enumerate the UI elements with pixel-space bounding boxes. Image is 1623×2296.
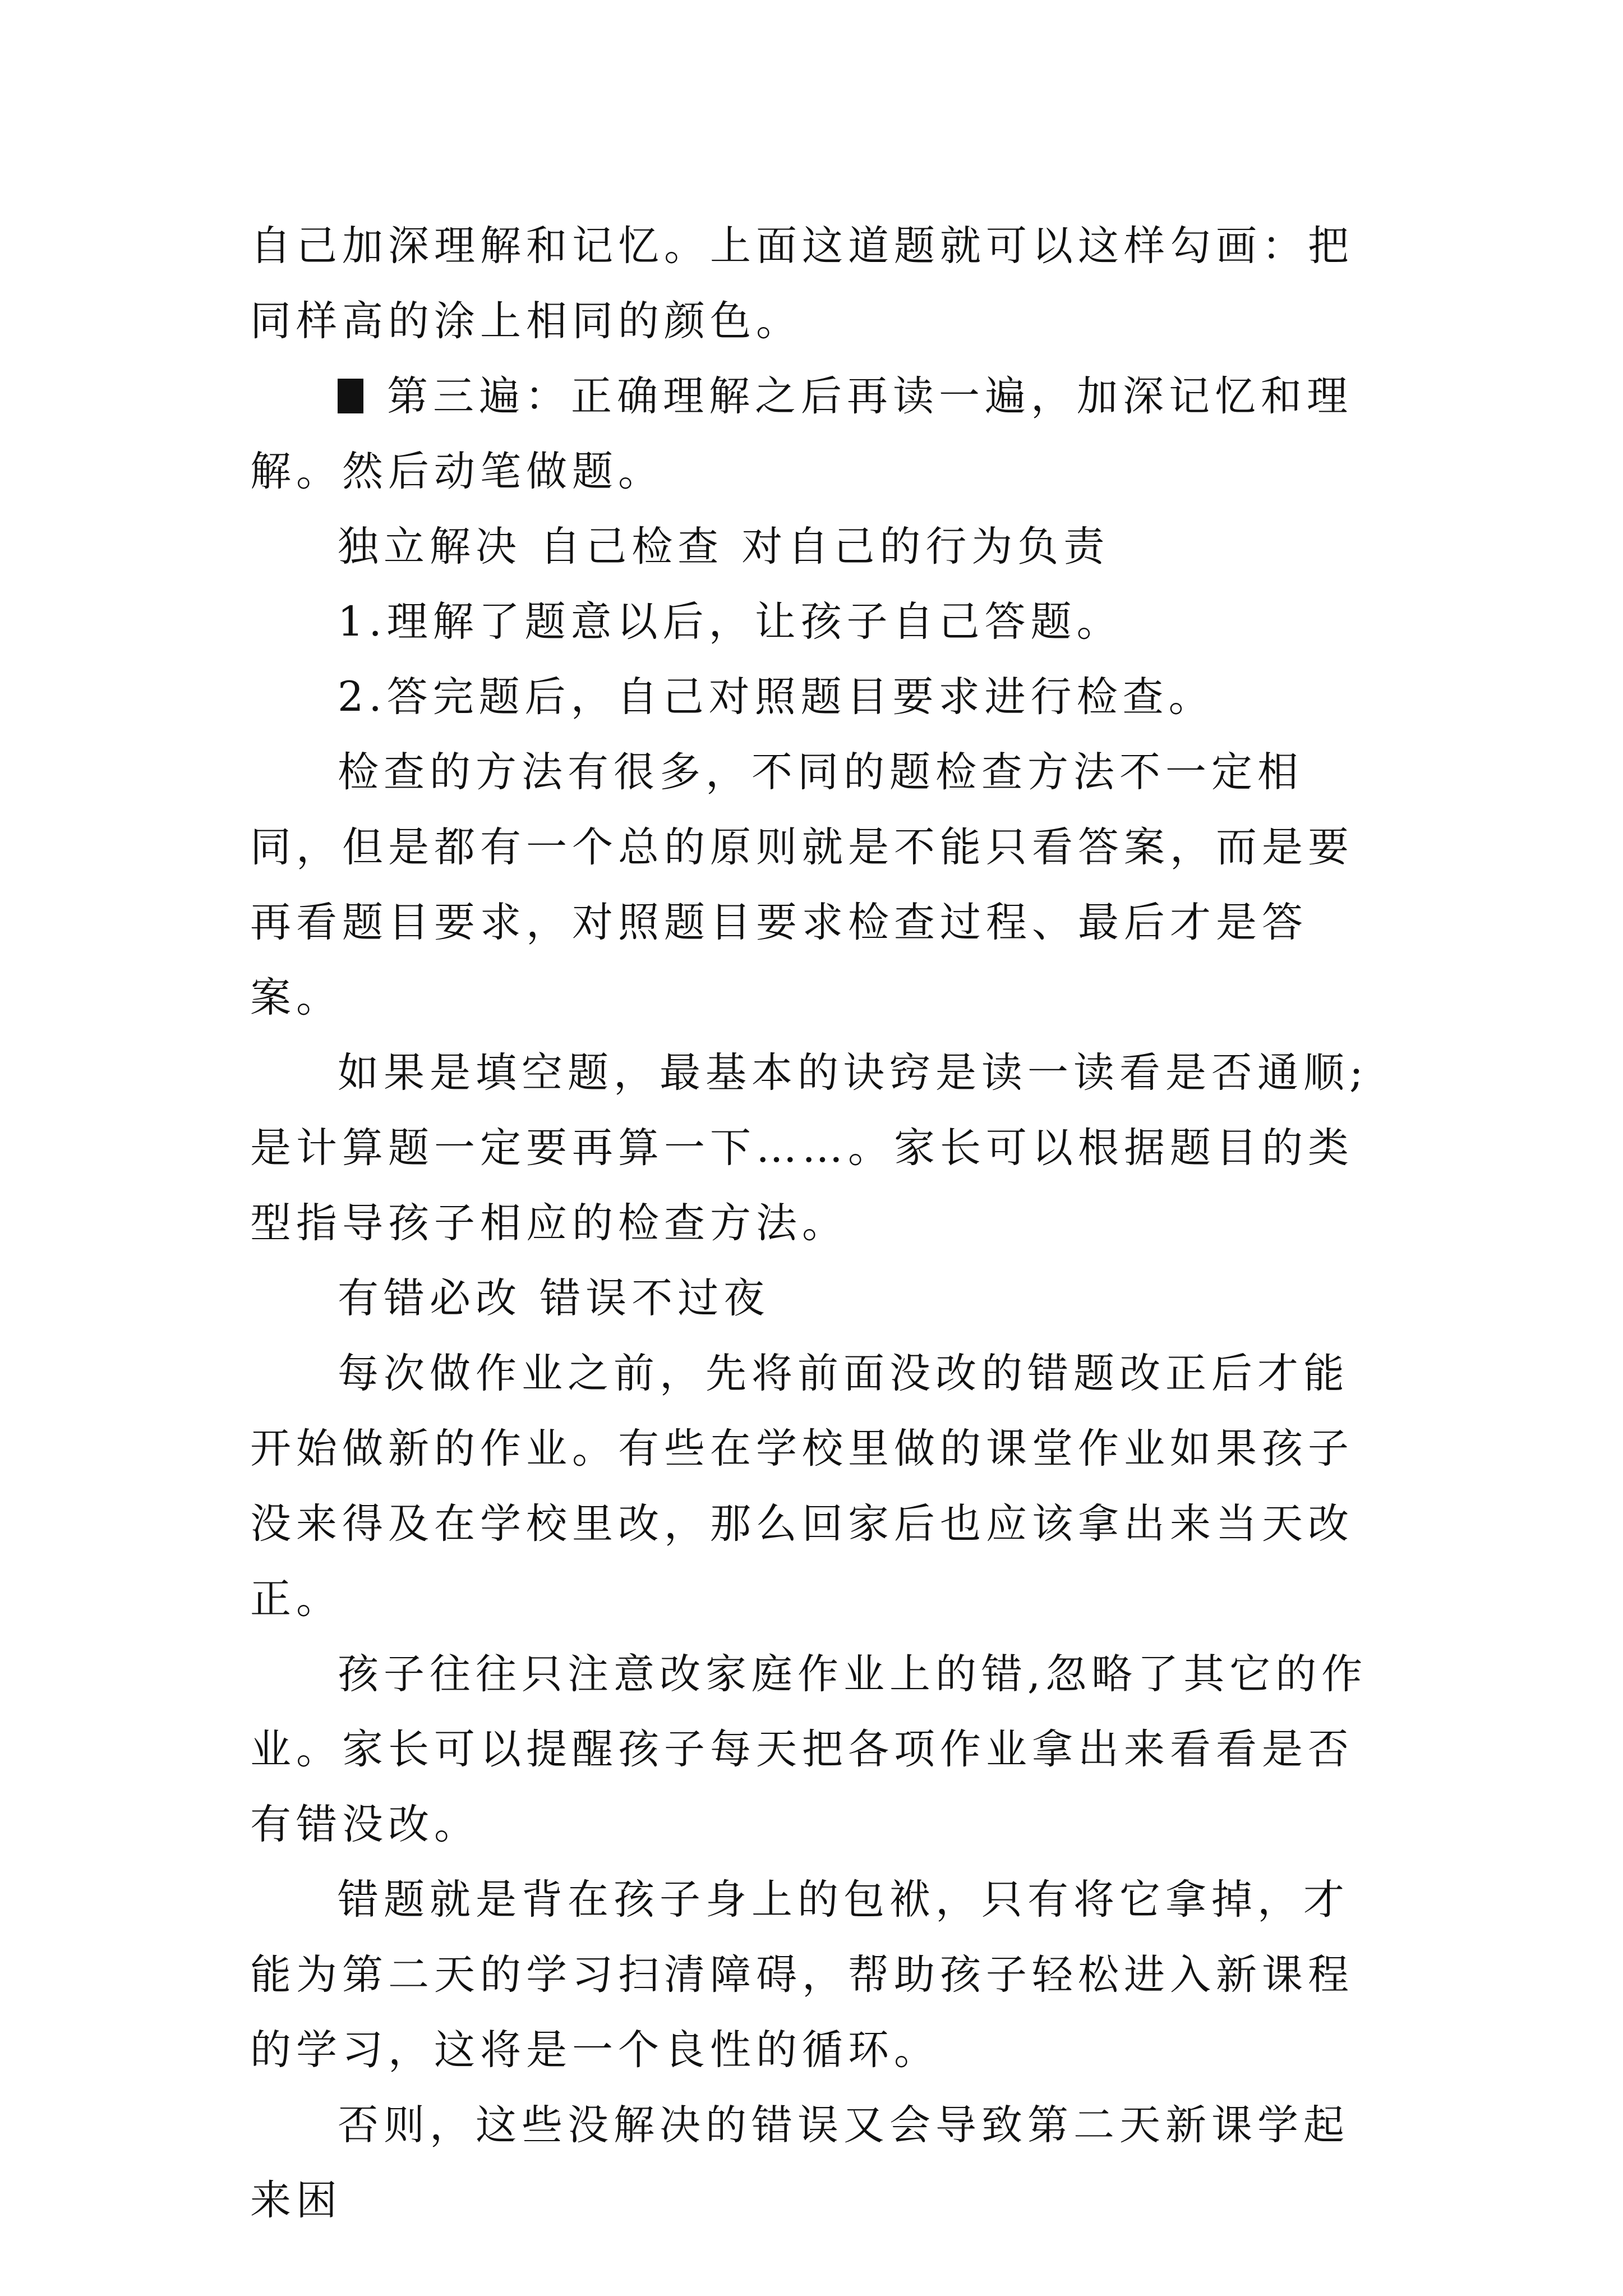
- paragraph-1: 自己加深理解和记忆。上面这道题就可以这样勾画：把同样高的涂上相同的颜色。: [250, 222, 1354, 345]
- list-item-1: 1.理解了题意以后，让孩子自己答题。: [338, 598, 1123, 646]
- section-heading-independent: 独立解决 自己检查 对自己的行为负责: [338, 523, 1110, 570]
- paragraph-2: [250, 359, 1374, 509]
- paragraph-fill-blank: 如果是填空题，最基本的诀窍是读一读看是否通顺;是计算题一定要再算一下……。家长可以根据题目的类型指导孩子相应的检查方法。: [250, 1049, 1368, 1247]
- paragraph-otherwise: 否则，这些没解决的错误又会导致第二天新课学起来困: [250, 2101, 1349, 2224]
- document-body: [250, 209, 1374, 2238]
- paragraph-2-text: 第三遍：正确理解之后再读一遍，加深记忆和理解。然后动笔做题。: [250, 372, 1353, 495]
- paragraph-burden: 错题就是背在孩子身上的包袱，只有将它拿掉，才能为第二天的学习扫清障碍，帮助孩子轻松进入新课程的学习，这将是一个良性的循环。: [250, 1876, 1354, 2074]
- paragraph-check-methods: 检查的方法有很多，不同的题检查方法不一定相同，但是都有一个总的原则就是不能只看答案，而是要再看题目要求，对照题目要求检查过程、最后才是答案。: [250, 748, 1354, 1022]
- square-bullet-icon: [338, 379, 363, 413]
- list-item-2: 2.答完题后，自己对照题目要求进行检查。: [338, 673, 1215, 721]
- paragraph-before-homework: 每次做作业之前，先将前面没改的错题改正后才能开始做新的作业。有些在学校里做的课堂作业如果孩子没来得及在学校里改，那么回家后也应该拿出来当天改正。: [250, 1350, 1354, 1623]
- paragraph-family-homework: 孩子往往只注意改家庭作业上的错,忽略了其它的作业。家长可以提醒孩子每天把各项作业拿出来看看是否有错没改。: [250, 1650, 1368, 1848]
- section-heading-correct-errors: 有错必改 错误不过夜: [338, 1274, 770, 1322]
